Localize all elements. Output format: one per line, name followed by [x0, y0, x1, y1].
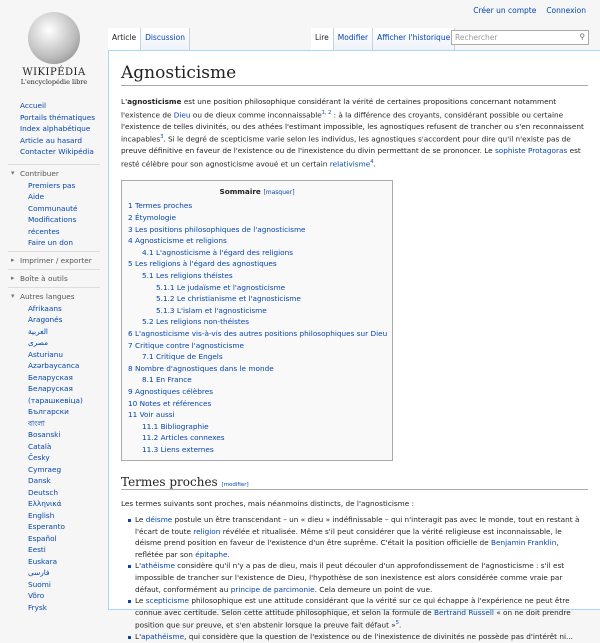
text: L' [135, 632, 142, 642]
toc-text: Critique contre l'agnosticisme [134, 340, 245, 350]
toc-text: Voir aussi [139, 410, 175, 420]
tab-read[interactable]: Lire [311, 28, 334, 50]
language-link[interactable]: العربية [28, 326, 48, 336]
inline-link[interactable]: déisme [145, 515, 173, 525]
toc-number: 11.3 [142, 444, 159, 454]
toc-entry[interactable] [128, 270, 386, 282]
toc-text: Liens externes [160, 444, 214, 454]
toc-text: Le christianisme et l'agnosticisme [176, 294, 301, 304]
toc-text: Étymologie [134, 213, 176, 223]
toc-text: L'agnosticisme vis-à-vis des autres positions philosophiques sur Dieu [134, 328, 388, 338]
sidebar-nav-link[interactable]: Index alphabétique [20, 124, 91, 133]
toc-entry[interactable] [128, 409, 386, 421]
text: considère qu'il n'y a pas de dieu, mais il peut découler d'un approfondissement de l'agnosticisme : s'il est impossible de trancher sur l'existence de Dieu, l'hypothèse de son inexistence est alors considérée comme vraie par défaut, conformément au [135, 561, 565, 594]
language-link[interactable]: Võro [28, 591, 45, 600]
toc-number: 9 [128, 386, 133, 396]
inline-link[interactable]: apathéisme [141, 632, 185, 642]
toc-entry[interactable] [128, 258, 386, 270]
toc-entry[interactable] [128, 282, 386, 294]
link-relativisme[interactable]: relativisme [329, 159, 371, 169]
login-link[interactable]: Connexion [546, 6, 586, 15]
search-placeholder: Rechercher [455, 33, 498, 42]
sidebar-contribuer-link[interactable]: Modifications récentes [28, 215, 77, 236]
toc-text: Les religions à l'égard des agnostiques [134, 259, 277, 269]
list-item [135, 631, 588, 643]
inline-link[interactable]: Bertrand Russell [433, 607, 494, 617]
sidebar-contribuer-link[interactable]: Communauté [28, 203, 78, 213]
tab-article[interactable]: Article [108, 28, 141, 50]
ref[interactable]: 5 [395, 620, 399, 627]
text: philosophique est une attitude considérant que la vérité sur ce qui échappe à l'expérience ne peut être connue avec certitude. Selon cette attitude philosophique, et selon la formule de [135, 596, 570, 617]
page-title: Agnosticisme [121, 63, 588, 86]
text: Le [135, 515, 146, 525]
inline-link[interactable]: épitaphe [195, 549, 228, 559]
inline-link[interactable]: Benjamin Franklin [490, 538, 557, 548]
toc-text: L'agnosticisme à l'égard des religions [155, 247, 294, 257]
language-link[interactable]: Български [28, 407, 69, 416]
text: Le [135, 596, 146, 606]
inline-link[interactable]: religion [193, 526, 221, 536]
language-link[interactable]: Frysk [28, 602, 48, 612]
text: , qui considère que la question de l'existence ou de l'inexistence de divinités ne possède pas d'intérêt ni... [184, 632, 573, 642]
language-link[interactable]: বাংলা [28, 418, 45, 428]
sidebar-navigation [0, 100, 108, 162]
article-content [108, 50, 600, 642]
language-link[interactable]: Česky [28, 453, 50, 462]
contribuer-list [0, 180, 108, 249]
toc-text: Articles connexes [160, 433, 225, 443]
toc-entry[interactable] [128, 444, 386, 456]
toc-entry[interactable] [128, 235, 386, 247]
toc-text: En France [155, 375, 192, 385]
link-dieu[interactable]: Dieu [173, 110, 191, 120]
toc-entry[interactable] [128, 421, 386, 433]
toc-number: 5.1 [142, 270, 154, 280]
toc-number: 6 [128, 328, 133, 338]
text: « on ne doit prendre position que sur preuve, et s'en abstenir lorsque la preuve fait défaut » [135, 607, 571, 630]
sidebar-nav-link[interactable]: Article au hasard [20, 135, 83, 145]
tab-history[interactable]: Afficher l'historique [373, 28, 455, 50]
language-link[interactable]: Беларуская [28, 372, 73, 382]
toc-text: L'islam et l'agnosticisme [176, 305, 267, 315]
link-protagoras[interactable]: sophiste Protagoras [494, 146, 568, 156]
toc-number: 11.2 [142, 433, 159, 443]
toc-entry[interactable] [128, 305, 386, 317]
text: L' [135, 561, 142, 571]
edit-section-link[interactable]: [modifier] [221, 482, 249, 489]
toc-number: 4.1 [142, 247, 154, 257]
portlet-print[interactable]: ▸ Imprimer / exporter [8, 251, 100, 267]
create-account-link[interactable]: Créer un compte [473, 6, 537, 15]
toc-entry[interactable] [128, 374, 386, 386]
toc-entry[interactable] [128, 398, 386, 410]
toc-number: 4 [128, 236, 133, 246]
logo-wordmark: WIKIPÉDIA [22, 67, 86, 78]
toc-number: 8 [128, 363, 133, 373]
toc-number: 10 [128, 398, 138, 408]
search-input[interactable] [451, 30, 589, 45]
language-link[interactable]: Bosanski [28, 430, 61, 439]
text: postule un être transcendant – un « dieu » indéfinissable – qui n'interagit pas avec le monde, tout en restant à l'écart de toute [135, 515, 580, 536]
toc-entry[interactable] [128, 293, 386, 305]
language-link[interactable]: Euskara [28, 556, 58, 566]
toc-number: 5.1.1 [156, 282, 175, 292]
toc-entry[interactable] [128, 247, 386, 259]
toc-number: 2 [128, 213, 133, 223]
toc-number: 7 [128, 340, 133, 350]
language-link[interactable]: مصرى [28, 338, 48, 347]
toc-entry[interactable] [128, 212, 386, 224]
language-link[interactable]: Afrikaans [28, 303, 62, 313]
inline-link[interactable]: scepticisme [145, 596, 190, 606]
list-item [135, 514, 588, 560]
toc-entry[interactable] [128, 316, 386, 328]
sidebar-contribuer-link[interactable]: Aide [28, 192, 45, 201]
inline-link[interactable]: athéisme [141, 561, 175, 571]
intro-paragraph: L'agnosticisme est une position philosophique considérant la vérité de certaines propositions concernant notamment l'existence de Dieu ou de dieux comme inconnaissable$^{1, 2}$ : à la différence des croyants, considérant possible ou certaine l'existence de telles divinités, ou des athées l'estimant impossible, les agnostiques refusent de trancher ou s'en reconnaissent incapables$^3$. Si le degré de scepticisme varie selon les individus, les agnostiques s'accordent pour dire qu'il n'existe pas de preuve définitive en faveur de l'existence ou de l'inexistence du divin permettant de se prononcer. Le sophiste Protagoras est resté célèbre pour son agnosticisme avoué et un certain relativisme$^4$. [121, 97, 584, 169]
list-item [135, 595, 588, 631]
languages-list [0, 303, 108, 614]
toc-number: 1 [128, 201, 133, 211]
toc-text: Les religions non-théistes [155, 317, 250, 327]
toc-text: Nombre d'agnostiques dans le monde [134, 363, 274, 373]
toc-number: 5.1.3 [156, 305, 175, 315]
toc-text: Agnosticisme et religions [134, 236, 227, 246]
language-link[interactable]: Dansk [28, 476, 51, 485]
toc-entry[interactable] [128, 351, 386, 363]
language-link[interactable]: Deutsch [28, 487, 59, 497]
language-link[interactable]: Esperanto [28, 522, 65, 531]
toc-entry[interactable] [128, 432, 386, 444]
sidebar-contribuer-link[interactable]: Premiers pas [28, 180, 76, 190]
toc-toggle[interactable]: [masquer] [263, 188, 295, 196]
toc-entry[interactable] [128, 328, 386, 340]
toc-text: Bibliographie [160, 421, 209, 431]
toc-text: Notes et références [139, 398, 212, 408]
portlet-contribuer[interactable]: ▾ Contribuer [8, 164, 100, 180]
wikipedia-logo[interactable] [14, 12, 94, 86]
toc-text: Agnostiques célèbres [134, 386, 214, 396]
personal-tools [463, 6, 586, 15]
toc-text: Termes proches [134, 201, 193, 211]
toc-number: 5.1.2 [156, 294, 175, 304]
toc-number: 11.1 [142, 421, 159, 431]
sidebar-nav-link[interactable]: Portails thématiques [20, 112, 96, 122]
namespace-tabs [108, 28, 190, 50]
toc-text: Les positions philosophiques de l'agnosticisme [134, 224, 306, 234]
language-link[interactable]: Asturianu [28, 349, 64, 359]
table-of-contents [121, 180, 393, 462]
view-tabs [311, 28, 455, 50]
language-link[interactable]: English [28, 510, 55, 520]
ref[interactable]: 4 [370, 158, 374, 165]
toc-number: 8.1 [142, 375, 154, 385]
language-link[interactable]: Беларуская (тарашкевіца) [28, 384, 83, 405]
toc-number: 5 [128, 259, 133, 269]
language-link[interactable]: Ελληνικά [28, 499, 62, 508]
toc-entry[interactable] [128, 363, 386, 375]
text: , reflétée par son [135, 538, 559, 559]
toc-number: 11 [128, 410, 138, 420]
language-link[interactable]: Català [28, 441, 52, 451]
sidebar-contribuer-link[interactable]: Faire un don [28, 238, 73, 247]
sidebar-nav-link[interactable]: Contacter Wikipédia [20, 147, 94, 156]
language-link[interactable]: Suomi [28, 579, 51, 589]
language-link[interactable]: Azərbaycanca [28, 361, 80, 370]
toc-text: Le judaïsme et l'agnosticisme [176, 282, 286, 292]
inline-link[interactable]: principe de parcimonie [230, 584, 315, 594]
toc-number: 5.2 [142, 317, 154, 327]
bullet-list [135, 514, 588, 643]
text: . [398, 620, 402, 630]
toc-text: Critique de Engels [155, 352, 223, 362]
toc-title: Sommaire [masquer] [219, 186, 295, 196]
toc-entry[interactable] [128, 200, 386, 212]
section-lead: Les termes suivants sont proches, mais néanmoins distincts, de l'agnosticisme : [121, 499, 415, 509]
toc-text: Les religions théistes [155, 270, 233, 280]
toc-entry[interactable] [128, 340, 386, 352]
toc-entry[interactable] [128, 386, 386, 398]
language-link[interactable]: Eesti [28, 545, 46, 554]
puzzle-globe-icon [28, 12, 80, 64]
ref[interactable]: 1, 2 [321, 109, 332, 116]
text: . [227, 549, 230, 559]
tab-discussion[interactable]: Discussion [141, 28, 190, 50]
language-link[interactable]: Aragonés [28, 315, 63, 324]
section-heading: Termes proches [modifier] [121, 475, 588, 490]
text: révélée et ritualisée. Même s'il peut considérer que la vérité religieuse est inconnaissable, le déisme prend position en faveur de l'existence d'un être suprême. C'était la position officielle de [135, 526, 562, 548]
portlet-toolbox[interactable]: ▸ Boîte à outils [8, 269, 100, 285]
ref[interactable]: 3 [160, 134, 164, 141]
tab-edit[interactable]: Modifier [334, 28, 373, 50]
language-link[interactable]: Español [28, 533, 57, 543]
text: . Cela demeure un point de vue. [314, 584, 433, 594]
language-link[interactable]: Cymraeg [28, 464, 62, 474]
portlet-languages[interactable]: ▾ Autres langues [8, 287, 100, 303]
logo-tagline: L'encyclopédie libre [20, 78, 88, 86]
toc-number: 7.1 [142, 352, 154, 362]
toc-entry[interactable] [128, 224, 386, 236]
magnifier-icon[interactable]: ⚲ [579, 32, 585, 41]
language-link[interactable]: فارسی [28, 568, 50, 577]
sidebar [0, 100, 108, 613]
toc-number: 3 [128, 224, 133, 234]
sidebar-nav-link[interactable]: Accueil [20, 101, 47, 110]
list-item [135, 560, 588, 595]
